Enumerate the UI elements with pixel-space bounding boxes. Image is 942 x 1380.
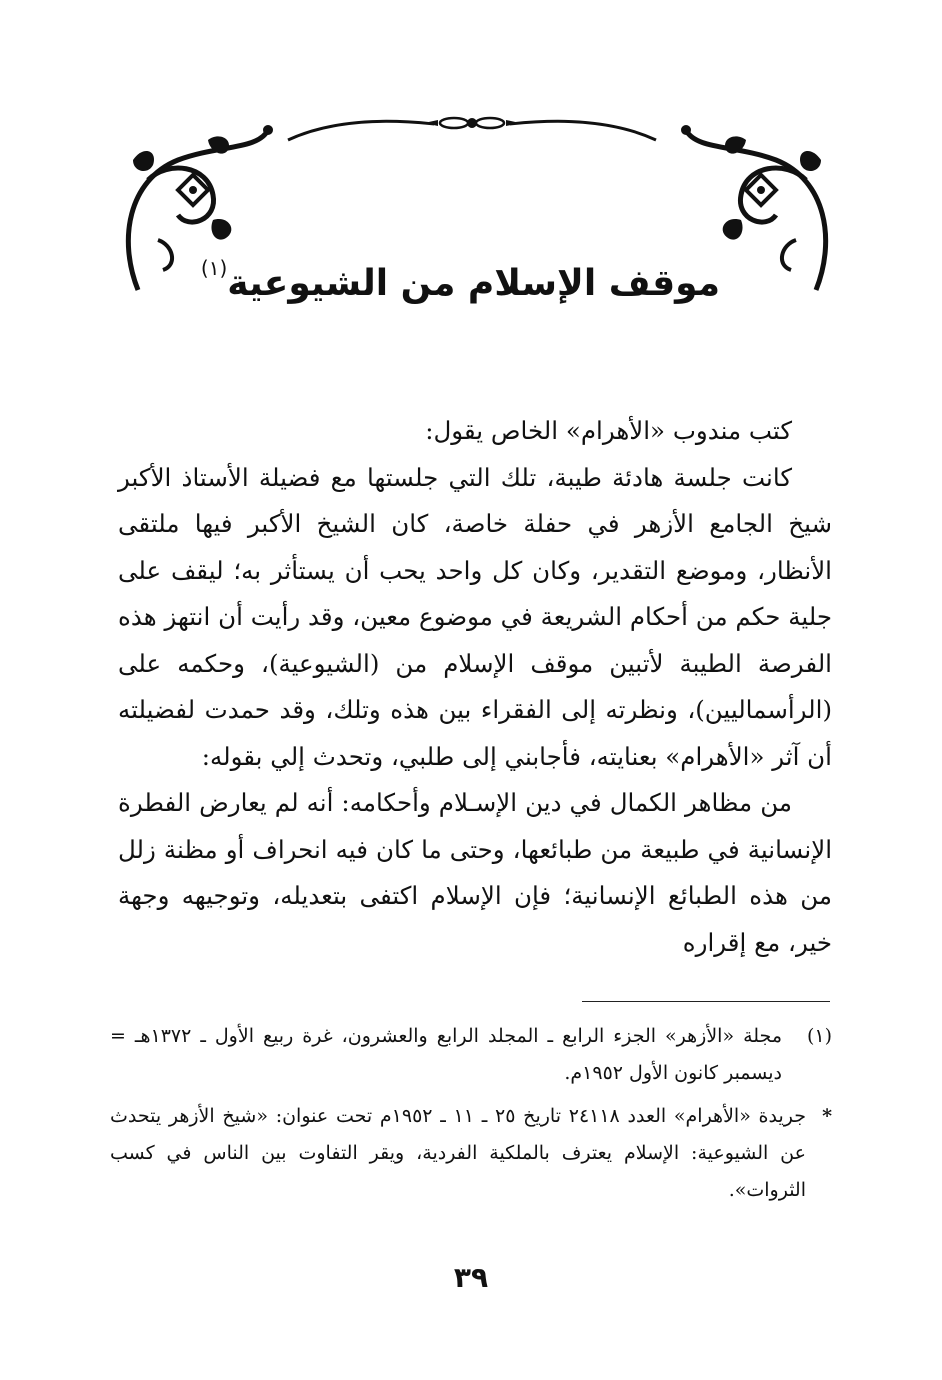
paragraph-intro: كتب مندوب «الأهرام» الخاص يقول:	[425, 416, 792, 445]
page-number: ٣٩	[453, 1261, 489, 1294]
top-ornament-icon	[284, 108, 660, 144]
footnote-note-marker: *	[822, 1105, 832, 1127]
footnote-1-text: مجلة «الأزهر» الجزء الرابع ـ المجلد الرابع والعشرون، غرة ربيع الأول ـ ١٣٧٢هـ = ديسمبر كانون الأول ١٩٥٢م.	[110, 1025, 782, 1084]
title-footnote-marker[interactable]: (١)	[200, 256, 228, 280]
title-block	[200, 228, 720, 308]
footnotes	[110, 1018, 832, 1209]
page-title: موقف الإسلام من الشيوعية$^{(١)}$	[200, 256, 720, 304]
footnote-note-text: جريدة «الأهرام» العدد ٢٤١١٨ تاريخ ٢٥ ـ ١١ ـ ١٩٥٢م تحت عنوان: «شيخ الأزهر يتحدث عن الشيوعية: الإسلام يعترف بالملكية الفردية، ويقر التفاوت بين الناس في كسب الثروات».	[110, 1105, 807, 1201]
paragraph-islam-nature: من مظاهر الكمال في دين الإسـلام وأحكامه: أنه لم يعارض الفطرة الإنسانية في طبيعة من طبائعها، وحتى ما كان فيه انحراف أو مظنة زلل من هذه الطبائع الإنسانية؛ فإن الإسلام اكتفى بتعديله، وتوجيهه وجهة خير، مع إقراره	[118, 788, 832, 957]
footnote-1-number: (١)	[806, 1025, 832, 1047]
footnote-separator	[582, 1001, 830, 1002]
body-text	[118, 408, 832, 966]
footnote-1	[110, 1018, 832, 1092]
paragraph-session: كانت جلسة هادئة طيبة، تلك التي جلستها مع فضيلة الأستاذ الأكبر شيخ الجامع الأزهر في حفلة خاصة، كان الشيخ الأكبر فيها ملتقى الأنظار، وموضع التقدير، وكان كل واحد يحب أن يستأثر به؛ ليقف على جلية حكم من أحكام الشريعة في موضوع معين، وقد رأيت أن انتهز هذه الفرصة الطيبة لأتبين موقف الإسلام من (الشيوعية)، وحكمه على (الرأسماليين)، ونظرته إلى الفقراء بين هذه وتلك، وقد حمدت لفضيلته أن آثر «الأهرام» بعنايته، فأجابني إلى طلبي، وتحدث إلي بقوله:	[118, 462, 832, 771]
footnote-note	[110, 1098, 832, 1209]
